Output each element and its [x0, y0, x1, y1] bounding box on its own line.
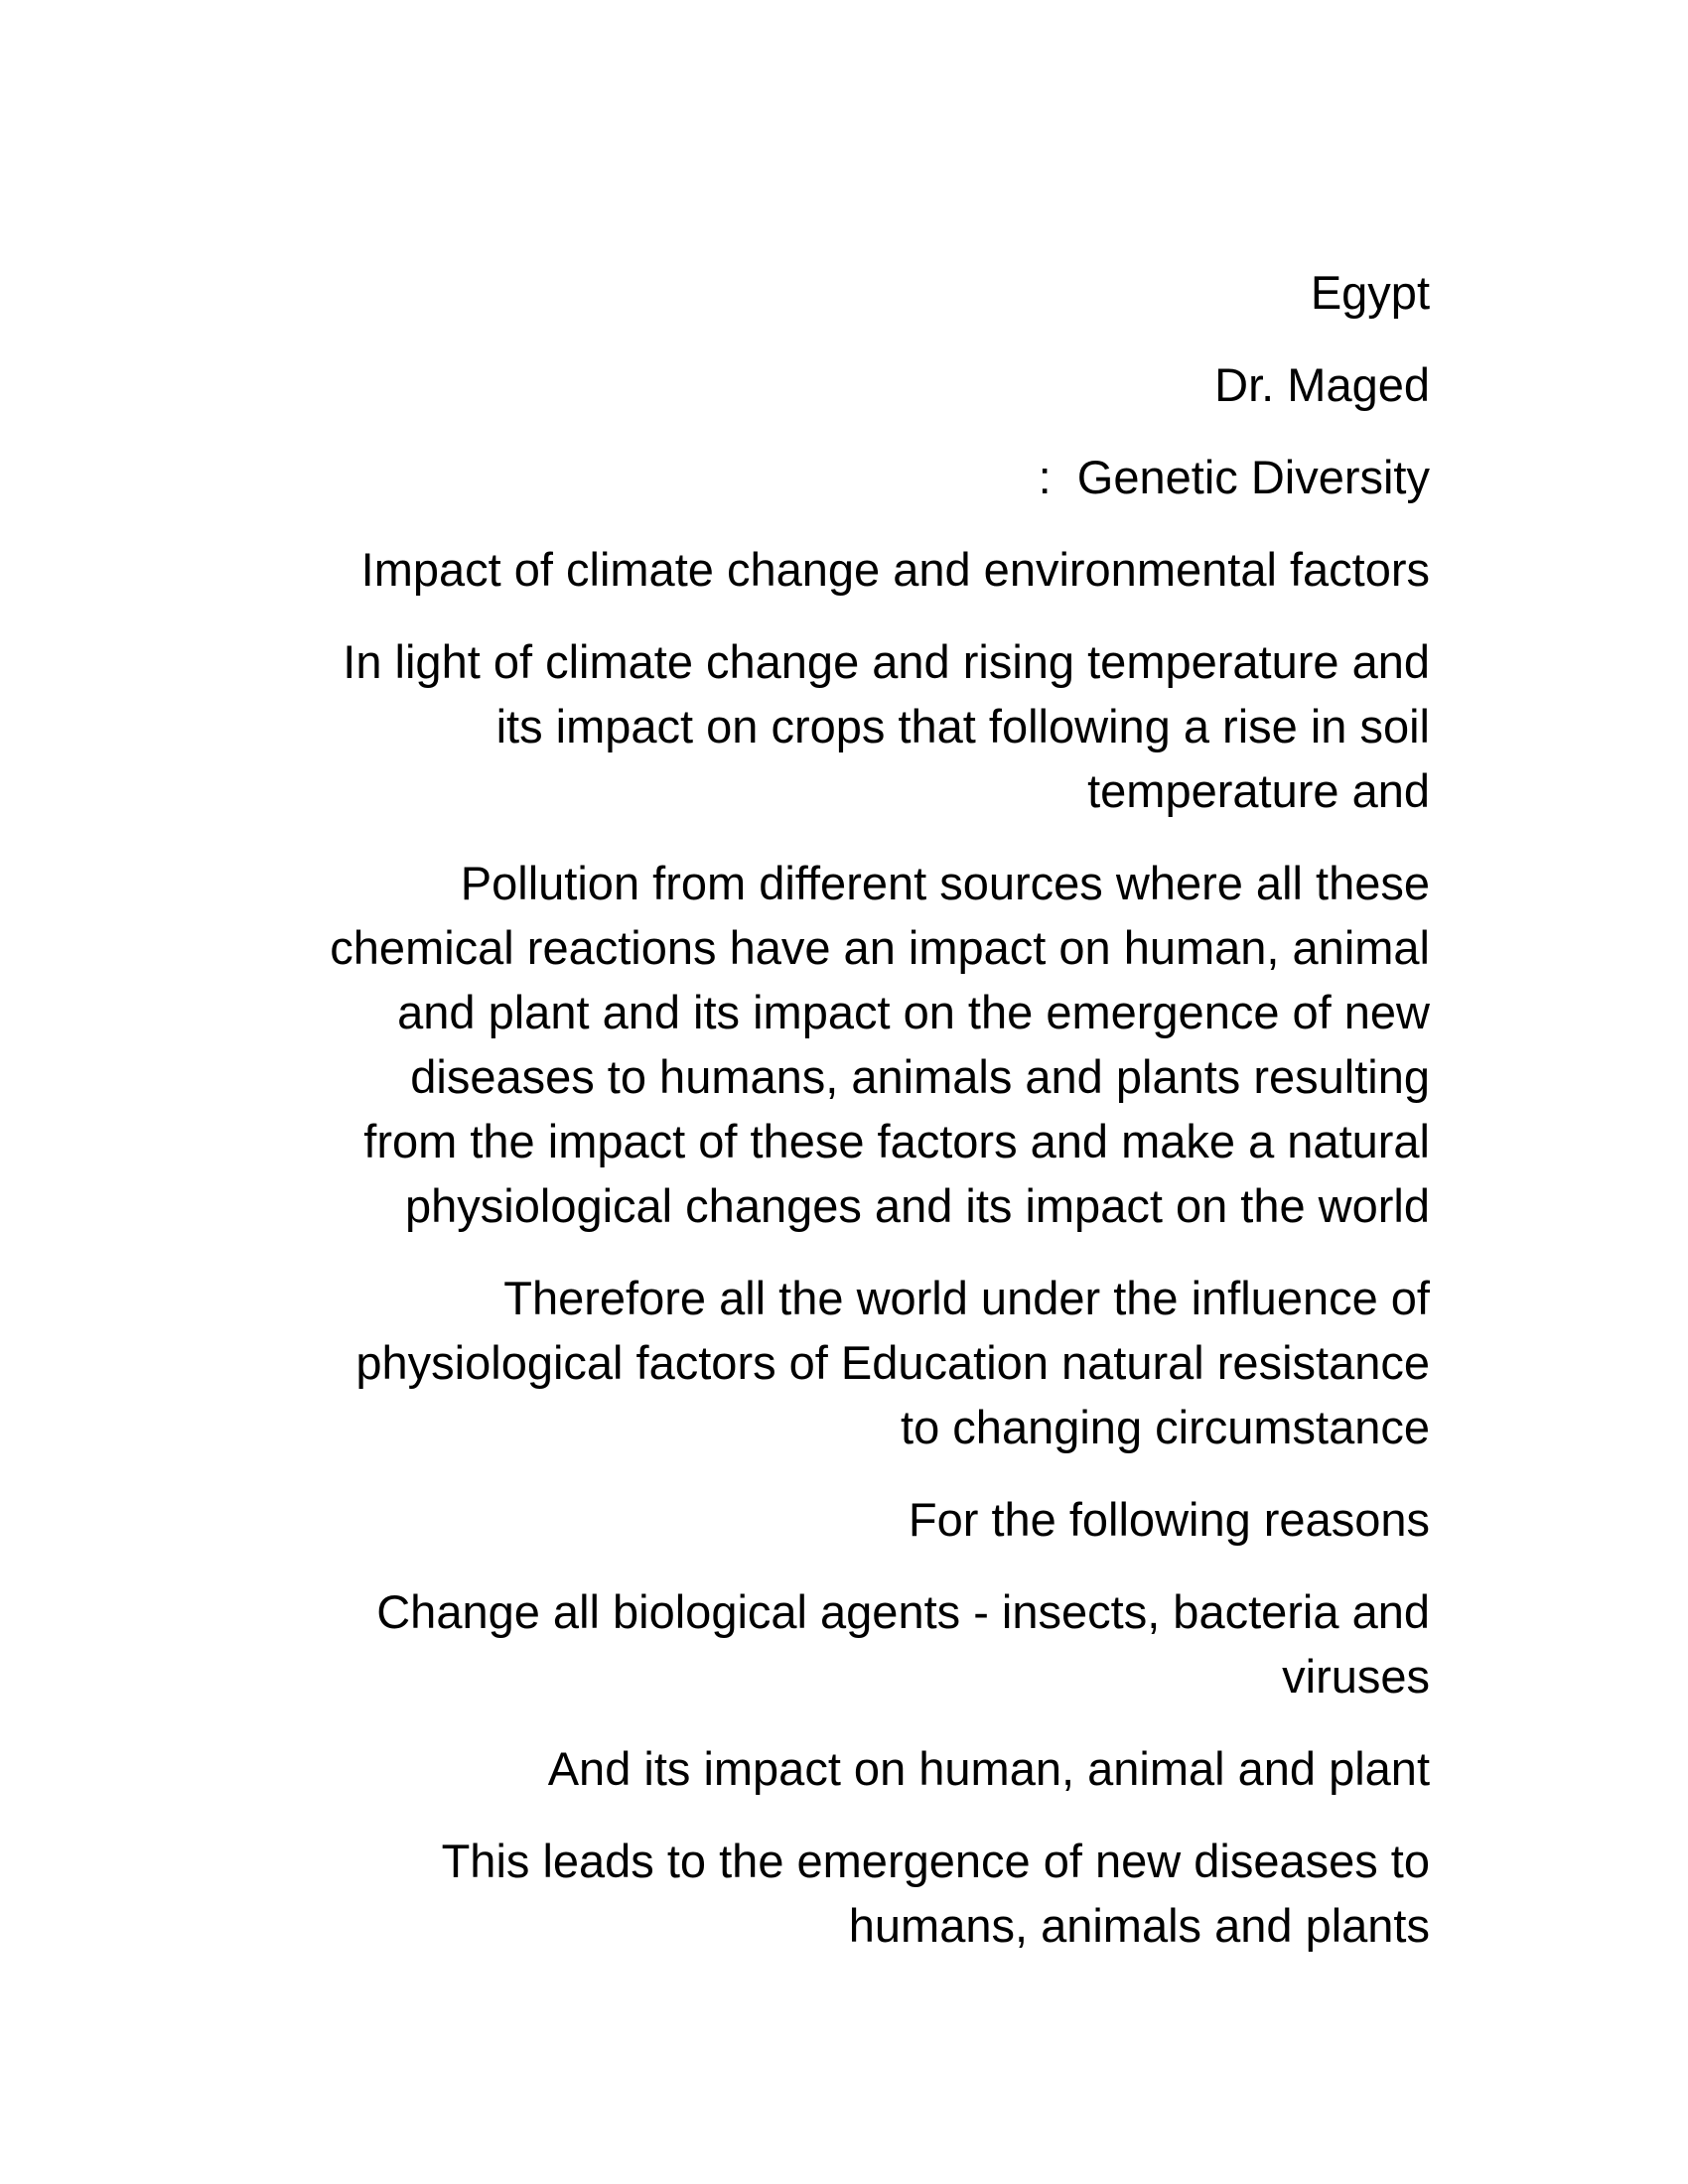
text-line: Change all biological agents - insects, bacteria and — [376, 1585, 1430, 1638]
text-line: Pollution from different sources where all these — [460, 857, 1430, 909]
text-line: Impact of climate change and environmental factors — [360, 543, 1430, 596]
text-line: temperature and — [1087, 764, 1430, 817]
text-line: chemical reactions have an impact on human, animal — [330, 921, 1430, 974]
text-line: its impact on crops that following a rise in soil — [495, 700, 1430, 752]
paragraph-climate — [260, 629, 1430, 823]
text-line: : Genetic Diversity — [1038, 451, 1430, 503]
text-line: diseases to humans, animals and plants resulting — [410, 1050, 1430, 1103]
author-name — [260, 352, 1430, 417]
country-heading — [260, 260, 1430, 325]
text-line: For the following reasons — [908, 1493, 1430, 1546]
text-line: physiological factors of Education natural resistance — [355, 1336, 1430, 1389]
text-line: In light of climate change and rising temperature and — [343, 635, 1430, 688]
paragraph-new-diseases — [260, 1829, 1430, 1958]
text-line: to changing circumstance — [901, 1401, 1430, 1453]
text-line: from the impact of these factors and make a natural — [363, 1115, 1430, 1167]
text-line: And its impact on human, animal and plant — [547, 1742, 1430, 1795]
text-line: viruses — [1282, 1650, 1430, 1703]
paragraph-reasons — [260, 1487, 1430, 1552]
section-heading — [260, 537, 1430, 602]
paragraph-pollution — [260, 851, 1430, 1238]
paragraph-therefore — [260, 1266, 1430, 1459]
text-line: Egypt — [1310, 266, 1430, 319]
paragraph-biological-agents — [260, 1579, 1430, 1708]
text-line: humans, animals and plants — [848, 1899, 1430, 1952]
text-line: physiological changes and its impact on the world — [405, 1179, 1430, 1232]
text-line: Therefore all the world under the influence of — [503, 1272, 1430, 1324]
text-line: Dr. Maged — [1214, 358, 1430, 411]
document-body — [260, 260, 1430, 1985]
text-line: This leads to the emergence of new diseases to — [441, 1835, 1430, 1887]
topic-title — [260, 445, 1430, 509]
paragraph-impact — [260, 1736, 1430, 1801]
text-line: and plant and its impact on the emergence of new — [397, 986, 1430, 1038]
